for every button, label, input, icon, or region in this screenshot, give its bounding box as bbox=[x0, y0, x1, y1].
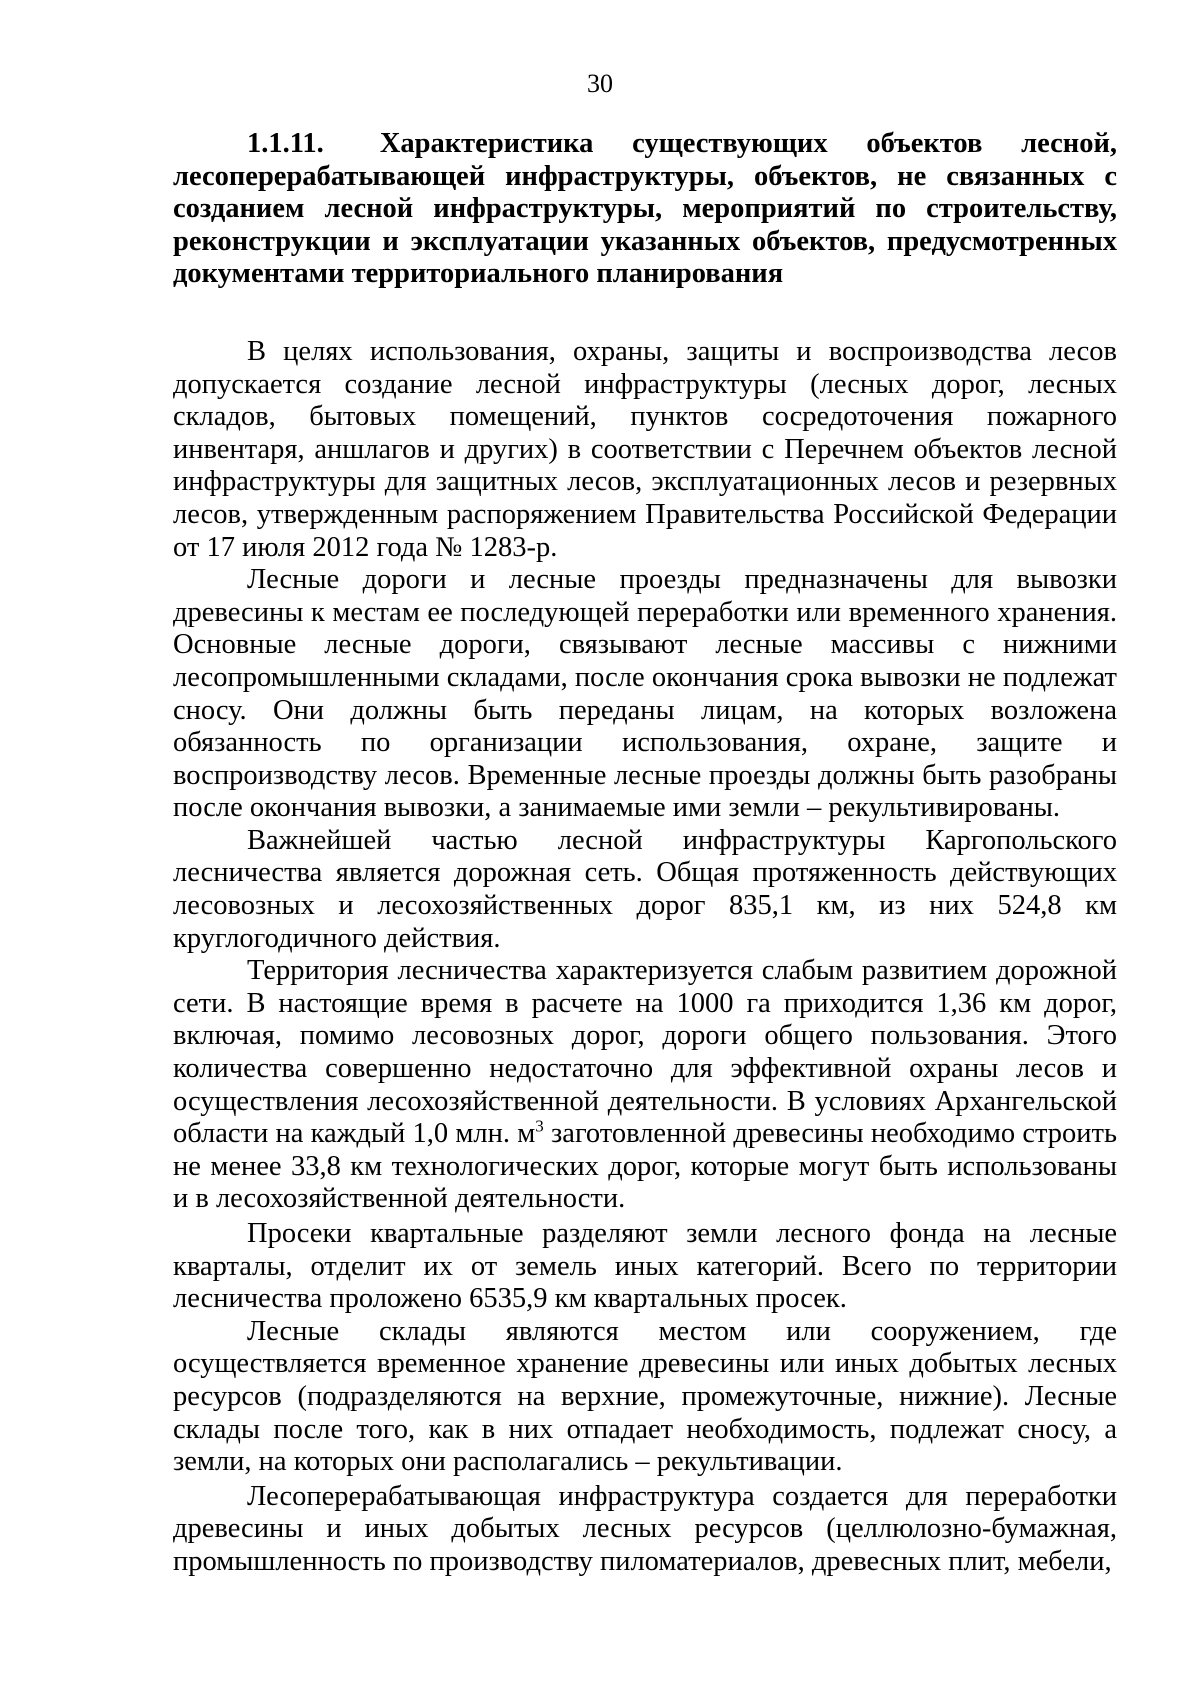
heading-first-line bbox=[173, 128, 1117, 161]
section-heading bbox=[173, 128, 1117, 291]
page-content bbox=[173, 128, 1117, 1579]
body-text bbox=[173, 336, 1117, 1579]
paragraph-forest-roads: Лесные дороги и лесные проезды предназначены для вывозки древесины к местам ее последующей переработки или временного хранения. Основные лесные дороги, связывают лесные массивы с нижними лесопромышленными складами, после окончания срока вывозки не подлежат сносу. Они должны быть переданы лицам, на которых возложена обязанность по организации использования, охране, защите и воспроизводству лесов. Временные лесные проезды должны быть разобраны после окончания вывозки, а занимаемые ими земли – рекультивированы. bbox=[173, 564, 1117, 824]
heading-text: лесоперерабатывающей инфраструктуры, объектов, не связанных с созданием лесной инфраструктуры, мероприятий по строительству, реконструкции и эксплуатации указанных объектов, предусмотренных документами территориального планирования bbox=[173, 160, 1117, 290]
cubic-superscript: 3 bbox=[535, 1116, 544, 1136]
paragraph-road-network: Важнейшей частью лесной инфраструктуры Каргопольского лесничества является дорожная сеть. Общая протяженность действующих лесовозных и лесохозяйственных дорог 835,1 км, из них 524,8 км круглогодичного действия. bbox=[173, 824, 1117, 954]
paragraph-road-density-text-start: Территория лесничества характеризуется слабым развитием дорожной сети. В настоящие время в расчете на 1000 га приходится 1,36 км дорог, включая, помимо лесовозных дорог, дороги общего пользования. Этого количества совершенно недостаточно для эффективной охраны лесов и осуществления лесохозяйственной деятельности. В условиях Архангельской области на каждый 1,0 млн. м bbox=[173, 955, 1117, 1150]
page-number: 30 bbox=[587, 69, 613, 98]
heading-first-line-text: Характеристика существующих объектов лесной, bbox=[379, 128, 1117, 159]
paragraph-clearings: Просеки квартальные разделяют земли лесного фонда на лесные кварталы, отделит их от земель иных категорий. Всего по территории лесничества проложено 6535,9 км квартальных просек. bbox=[173, 1218, 1117, 1315]
paragraph-road-density bbox=[173, 955, 1117, 1216]
paragraph-infrastructure-purpose: В целях использования, охраны, защиты и воспроизводства лесов допускается создание лесной инфраструктуры (лесных дорог, лесных складов, бытовых помещений, пунктов сосредоточения пожарного инвентаря, аншлагов и других) в соответствии с Перечнем объектов лесной инфраструктуры для защитных лесов, эксплуатационных лесов и резервных лесов, утвержденным распоряжением Правительства Российской Федерации от 17 июля 2012 года № 1283-р. bbox=[173, 335, 1117, 563]
paragraph-road-density-text-end: заготовленной древесины необходимо строить не менее 33,8 км технологических дорог, которые могут быть использованы и в лесохозяйственной деятельности. bbox=[173, 1118, 1117, 1215]
paragraph-forest-warehouses: Лесные склады являются местом или сооружением, где осуществляется временное хранение древесины или иных добытых лесных ресурсов (подразделяются на верхние, промежуточные, нижние). Лесные склады после того, как в них отпадает необходимость, подлежат сносу, а земли, на которых они располагались – рекультивации. bbox=[173, 1315, 1117, 1478]
paragraph-processing-infrastructure: Лесоперерабатывающая инфраструктура создается для переработки древесины и иных добытых лесных ресурсов (целлюлозно-бумажная, промышленность по производству пиломатериалов, древесных плит, мебели, bbox=[173, 1480, 1117, 1577]
heading-number: 1.1.11. bbox=[247, 128, 324, 159]
